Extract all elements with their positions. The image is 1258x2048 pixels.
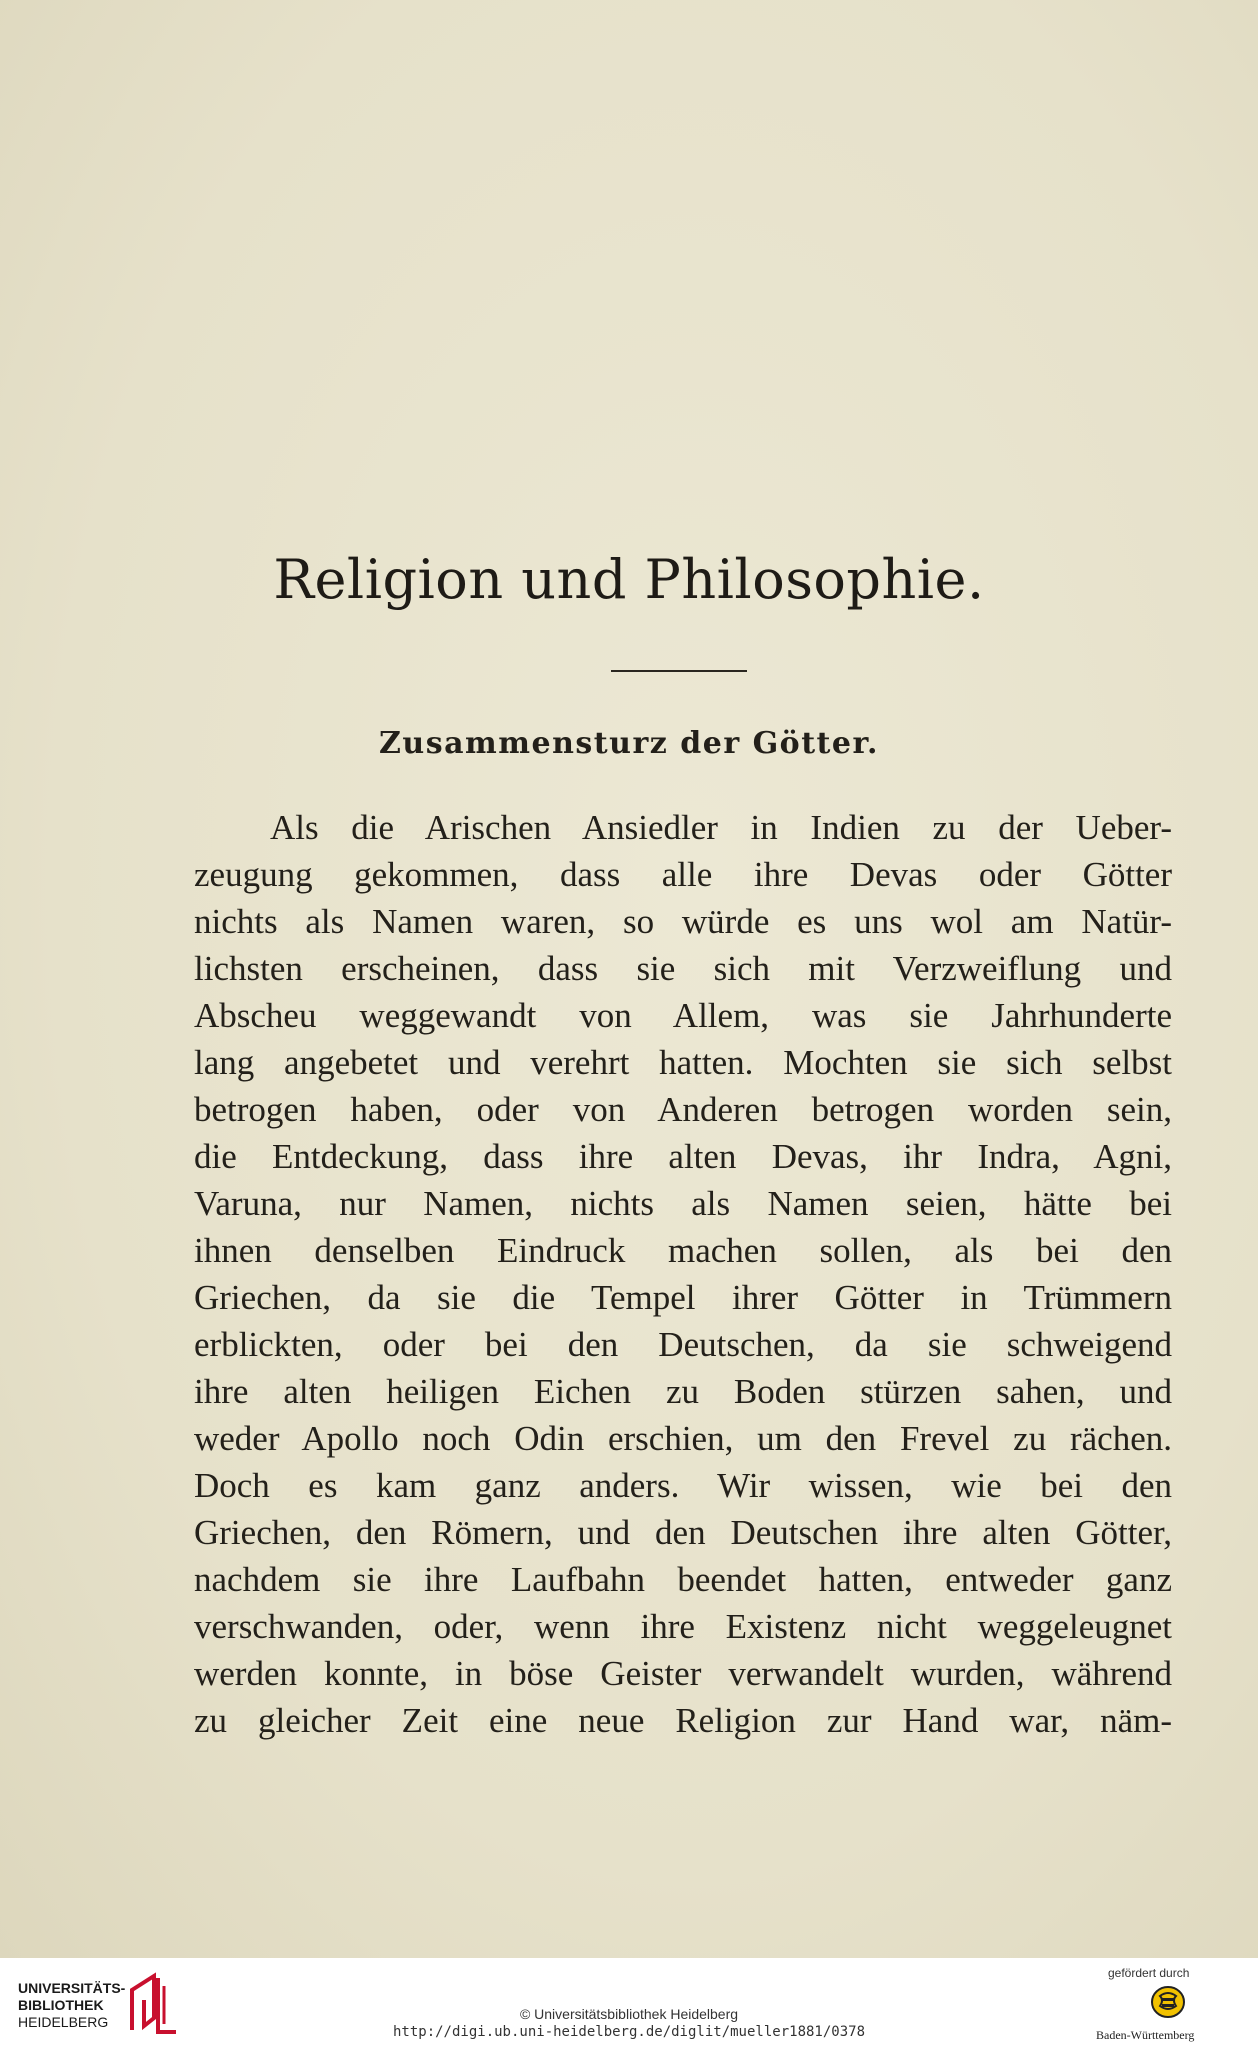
baden-wuerttemberg-crest-icon[interactable]: [1140, 1982, 1196, 2022]
text-line: ihnen denselben Eindruck machen sollen, als bei den: [194, 1231, 1172, 1270]
text-line: werden konnte, in böse Geister verwandelt wurden, während: [194, 1654, 1172, 1693]
text-line: die Entdeckung, dass ihre alten Devas, ihr Indra, Agni,: [194, 1137, 1172, 1176]
text-line: Abscheu weggewandt von Allem, was sie Jahrhunderte: [194, 996, 1172, 1035]
text-line: weder Apollo noch Odin erschien, um den Frevel zu rächen.: [194, 1419, 1172, 1458]
title-divider: [611, 670, 747, 672]
page-title: Religion und Philosophie.: [273, 548, 985, 611]
footer-bar: [0, 1958, 1258, 2048]
permalink-url[interactable]: http://digi.ub.uni-heidelberg.de/diglit/mueller1881/0378: [392, 2024, 865, 2040]
text-line: Griechen, den Römern, und den Deutschen ihre alten Götter,: [194, 1513, 1172, 1552]
text-line: Doch es kam ganz anders. Wir wissen, wie bei den: [194, 1466, 1172, 1505]
text-line: Als die Arischen Ansiedler in Indien zu der Ueber-: [270, 808, 1172, 847]
text-line: lichsten erscheinen, dass sie sich mit Verzweiflung und: [194, 949, 1172, 988]
text-line: ihre alten heiligen Eichen zu Boden stürzen sahen, und: [194, 1372, 1172, 1411]
text-line: nachdem sie ihre Laufbahn beendet hatten, entweder ganz: [194, 1560, 1172, 1599]
text-line: verschwanden, oder, wenn ihre Existenz nicht weggeleugnet: [194, 1607, 1172, 1646]
section-title: Zusammensturz der Götter.: [378, 726, 879, 761]
copyright-notice: © Universitätsbibliothek Heidelberg: [519, 2006, 739, 2022]
text-line: nichts als Namen waren, so würde es uns wol am Natür-: [194, 902, 1172, 941]
text-line: erblickten, oder bei den Deutschen, da sie schweigend: [194, 1325, 1172, 1364]
text-line: zu gleicher Zeit eine neue Religion zur Hand war, näm-: [194, 1701, 1172, 1740]
funder-name: Baden-Württemberg: [1096, 2028, 1195, 2042]
text-line: lang angebetet und verehrt hatten. Mochten sie sich selbst: [194, 1043, 1172, 1082]
text-line: zeugung gekommen, dass alle ihre Devas oder Götter: [194, 855, 1172, 894]
library-name-line1: UNIVERSITÄTS-: [18, 1980, 126, 1996]
text-line: Varuna, nur Namen, nichts als Namen seien, hätte bei: [194, 1184, 1172, 1223]
library-name-line2: BIBLIOTHEK: [18, 1997, 104, 2013]
library-name-line3: HEIDELBERG: [18, 2014, 109, 2030]
body-text: [194, 804, 1172, 1744]
text-line: Griechen, da sie die Tempel ihrer Götter in Trümmern: [194, 1278, 1172, 1317]
text-line: betrogen haben, oder von Anderen betrogen worden sein,: [194, 1090, 1172, 1129]
funded-by-label: gefördert durch: [1108, 1966, 1190, 1980]
